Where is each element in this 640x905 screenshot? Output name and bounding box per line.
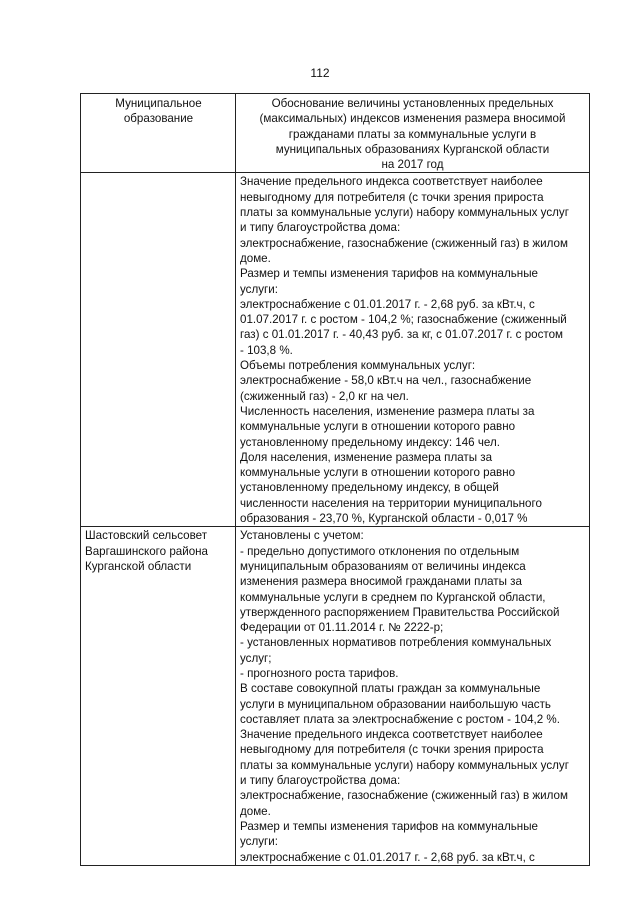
table-row bbox=[81, 173, 590, 527]
tariff-justification-table bbox=[80, 93, 590, 866]
municipality-cell: Шастовский сельсовет Варгашинского района Курганской области bbox=[81, 527, 236, 866]
justification-cell: Значение предельного индекса соответствует наиболее невыгодному для потребителя (с точки зрения прироста платы за коммунальные услуги) набору коммунальных услуг и типу благоустройства дома: электроснабжение, газоснабжение (сжиженный газ) в жилом доме. Размер и темпы изменения тарифов на коммунальные услуги: электроснабжение с 01.01.2017 г. - 2,68 руб. за кВт.ч, с 01.07.2017 г. с ростом - 104,2 %; газоснабжение (сжиженный газ) с 01.01.2017 г. - 40,43 руб. за кг, с 01.07.2017 г. с ростом - 103,8 %. Объемы потребления коммунальных услуг: электроснабжение - 58,0 кВт.ч на чел., газоснабжение (сжиженный газ) - 2,0 кг на чел. Численность населения, изменение размера платы за коммунальные услуги в отношении которого равно установленному предельному индексу: 146 чел. Доля населения, изменение размера платы за коммунальные услуги в отношении которого равно установленному предельному индексу, в общей численности населения на территории муниципального образования - 23,70 %, Курганской области - 0,017 % bbox=[236, 173, 590, 527]
table-row bbox=[81, 527, 590, 866]
header-justification: Обоснование величины установленных предельных (максимальных) индексов изменения размера вносимой гражданами платы за коммунальные услуги в муниципальных образованиях Курганской области на 2017 год bbox=[236, 94, 590, 173]
page-number: 112 bbox=[310, 66, 330, 80]
justification-cell: Установлены с учетом: - предельно допустимого отклонения по отдельным муниципальным образованиям от величины индекса изменения размера вносимой гражданами платы за коммунальные услуги в среднем по Курганской области, утвержденного распоряжением Правительства Российской Федерации от 01.11.2014 г. № 2222-р; - установленных нормативов потребления коммунальных услуг; - прогнозного роста тарифов. В составе совокупной платы граждан за коммунальные услуги в муниципальном образовании наибольшую часть составляет плата за электроснабжение с ростом - 104,2 %. Значение предельного индекса соответствует наиболее невыгодному для потребителя (с точки зрения прироста платы за коммунальные услуги) набору коммунальных услуг и типу благоустройства дома: электроснабжение, газоснабжение (сжиженный газ) в жилом доме. Размер и темпы изменения тарифов на коммунальные услуги: электроснабжение с 01.01.2017 г. - 2,68 руб. за кВт.ч, с bbox=[236, 527, 590, 866]
municipality-cell bbox=[81, 173, 236, 527]
table-header-row bbox=[81, 94, 590, 173]
header-municipality: Муниципальное образование bbox=[81, 94, 236, 173]
